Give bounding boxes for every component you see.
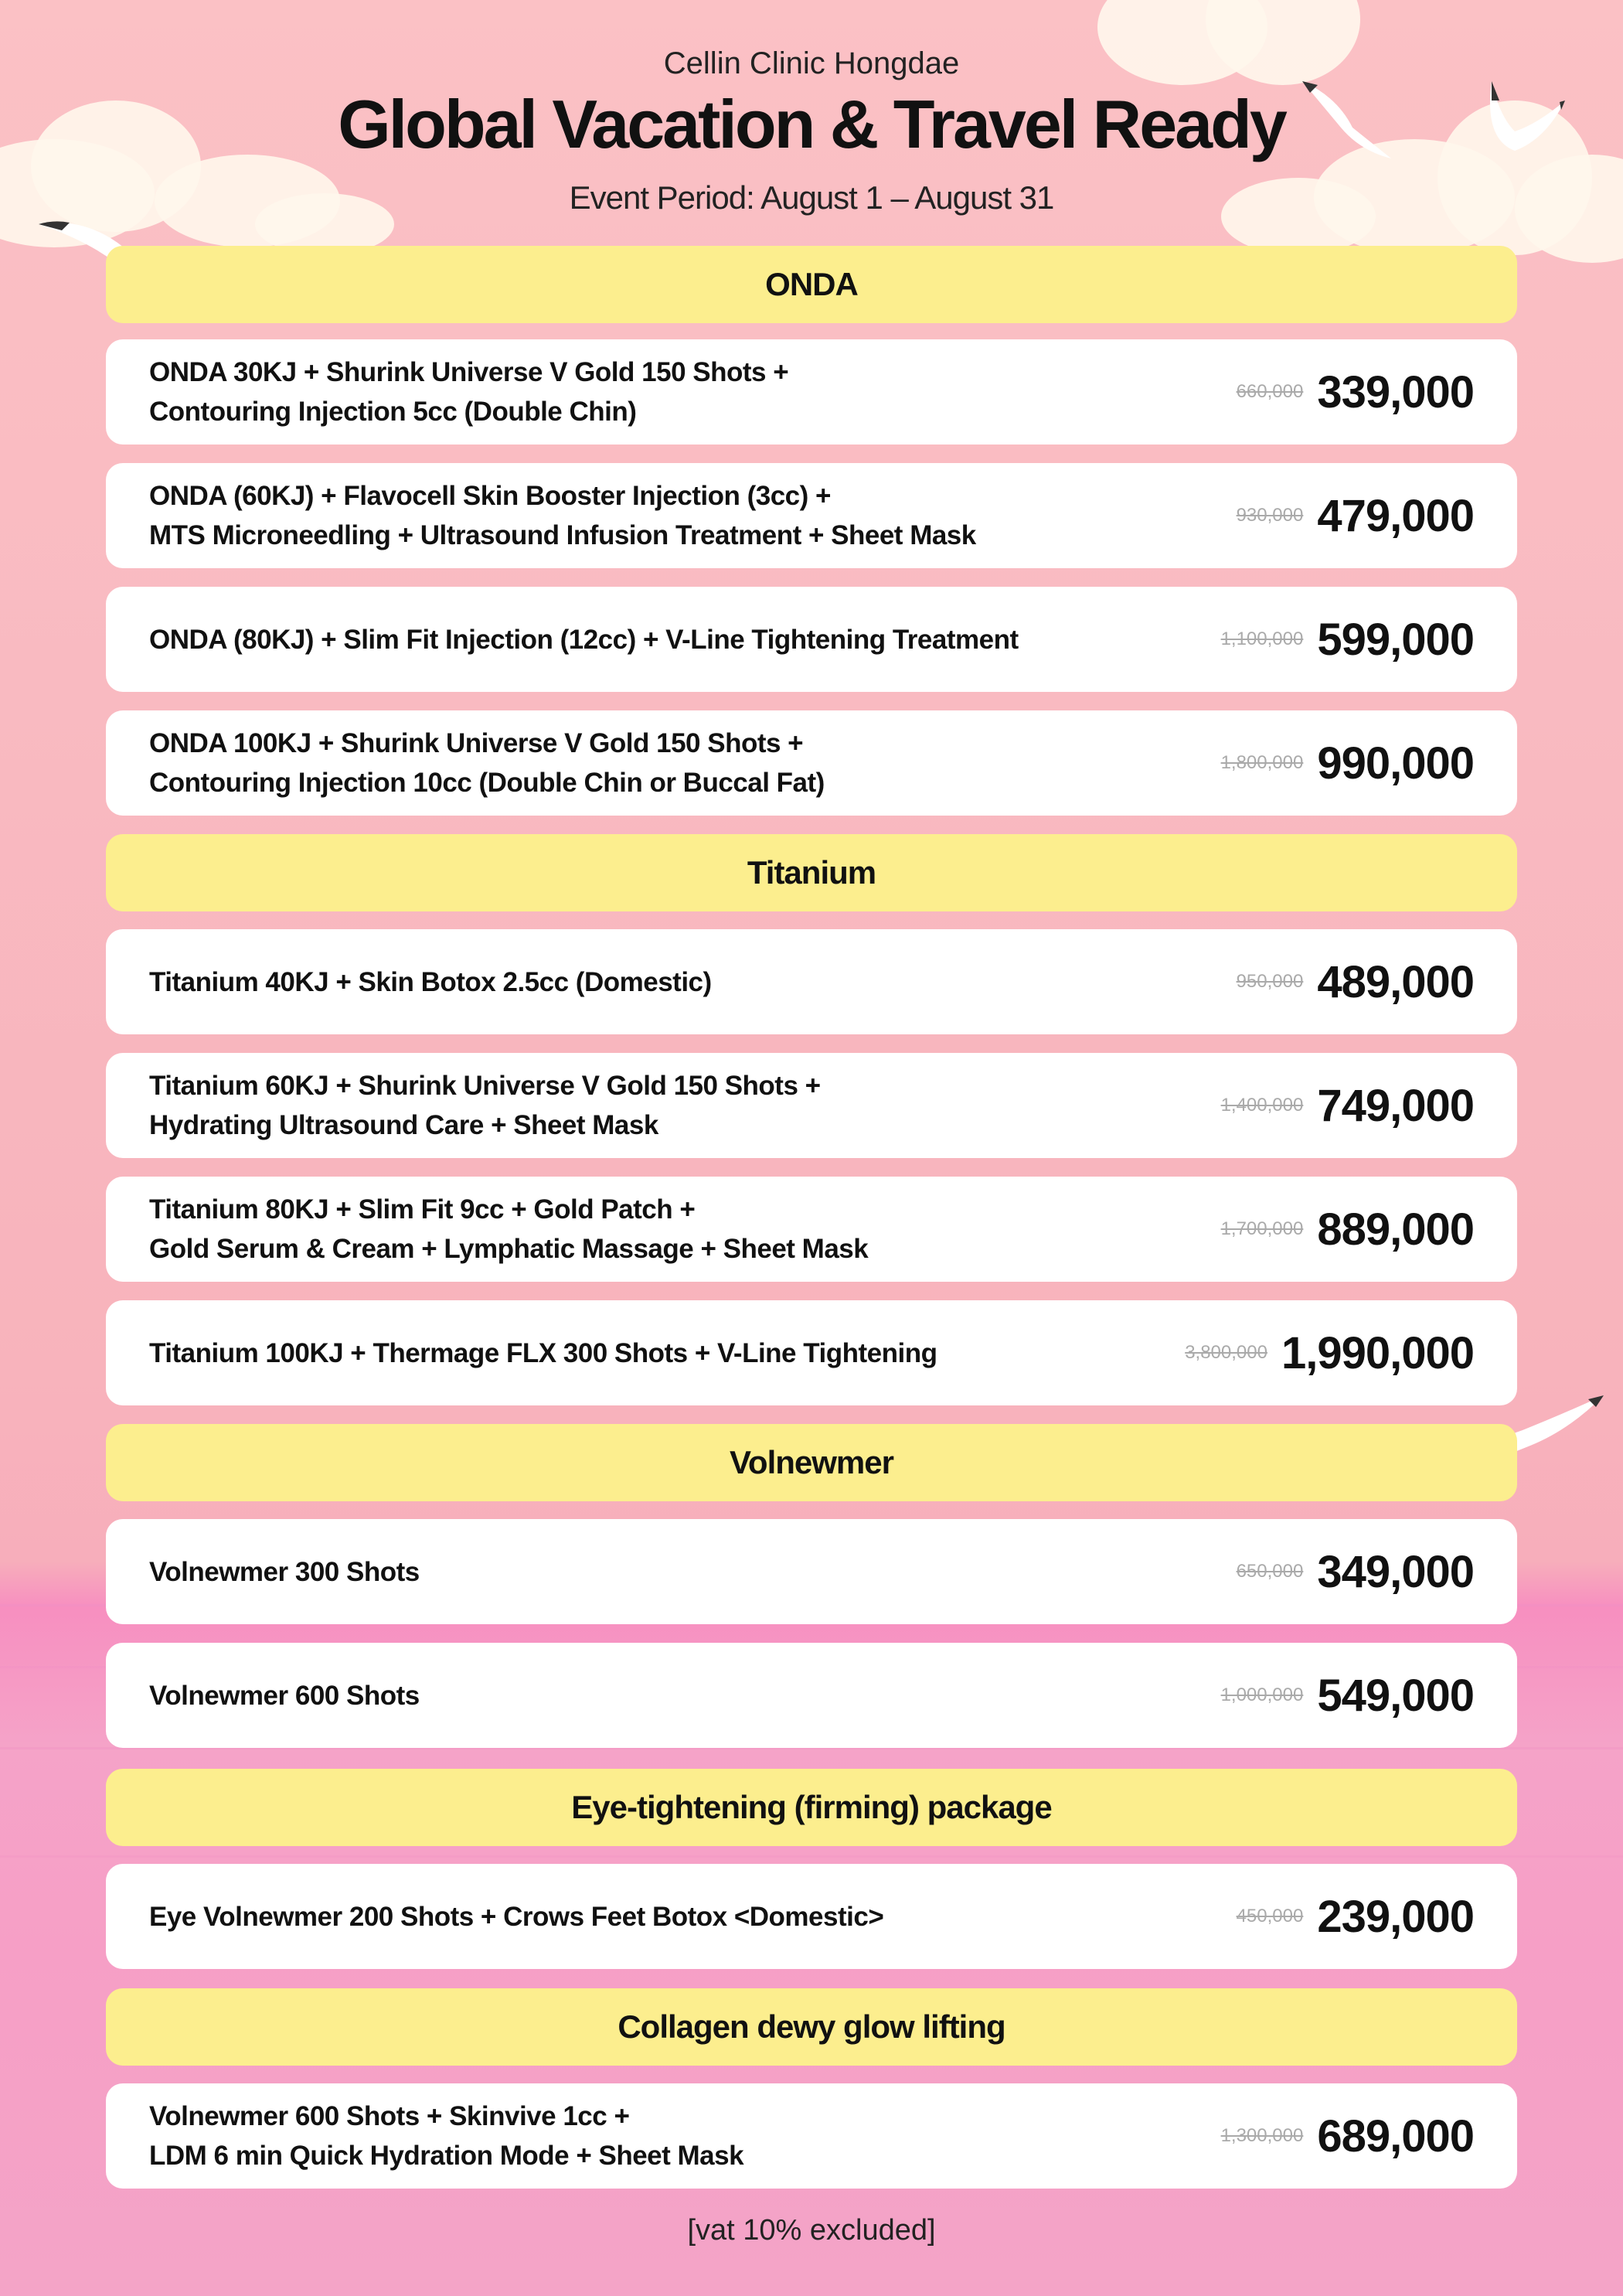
sale-price: 349,000 xyxy=(1317,1546,1474,1597)
section-header-titanium: Titanium xyxy=(106,834,1517,911)
original-price: 1,300,000 xyxy=(1220,2125,1304,2146)
treatment-description: Volnewmer 300 Shots xyxy=(149,1556,420,1587)
section-header-eye-tightening: Eye-tightening (firming) package xyxy=(106,1769,1517,1846)
treatment-description: ONDA (80KJ) + Slim Fit Injection (12cc) + V-Line Tightening Treatment xyxy=(149,624,1019,655)
original-price: 660,000 xyxy=(1236,381,1304,402)
original-price: 1,400,000 xyxy=(1220,1095,1304,1116)
treatment-description: Volnewmer 600 Shots + Skinvive 1cc + LDM 6 min Quick Hydration Mode + Sheet Mask xyxy=(149,2101,744,2171)
original-price: 1,100,000 xyxy=(1220,629,1304,649)
sale-price: 549,000 xyxy=(1317,1670,1474,1721)
treatment-description: Titanium 80KJ + Slim Fit 9cc + Gold Patch + Gold Serum & Cream + Lymphatic Massage + Sheet Mask xyxy=(149,1194,869,1264)
original-price: 1,000,000 xyxy=(1220,1685,1304,1705)
sale-price: 239,000 xyxy=(1317,1891,1474,1942)
original-price: 930,000 xyxy=(1236,505,1304,526)
price-card xyxy=(106,710,1517,816)
treatment-description: Titanium 40KJ + Skin Botox 2.5cc (Domestic) xyxy=(149,966,712,997)
original-price: 650,000 xyxy=(1236,1561,1304,1582)
original-price: 1,800,000 xyxy=(1220,752,1304,773)
price-card xyxy=(106,1864,1517,1969)
clinic-name: Cellin Clinic Hongdae xyxy=(663,46,960,80)
treatment-description: Eye Volnewmer 200 Shots + Crows Feet Botox <Domestic> xyxy=(149,1901,884,1932)
price-card xyxy=(106,2083,1517,2189)
sale-price: 599,000 xyxy=(1317,614,1474,665)
sale-price: 339,000 xyxy=(1317,366,1474,417)
price-card xyxy=(106,1519,1517,1624)
vat-note: [vat 10% excluded] xyxy=(687,2214,936,2247)
treatment-description: ONDA 30KJ + Shurink Universe V Gold 150 Shots + Contouring Injection 5cc (Double Chin) xyxy=(149,357,789,427)
price-card xyxy=(106,463,1517,568)
sale-price: 489,000 xyxy=(1317,956,1474,1007)
sale-price: 889,000 xyxy=(1317,1204,1474,1255)
section-header-onda: ONDA xyxy=(106,246,1517,323)
treatment-description: Titanium 100KJ + Thermage FLX 300 Shots + V-Line Tightening xyxy=(149,1337,937,1368)
price-card xyxy=(106,929,1517,1034)
sale-price: 749,000 xyxy=(1317,1080,1474,1131)
price-card xyxy=(106,1053,1517,1158)
section-header-collagen: Collagen dewy glow lifting xyxy=(106,1988,1517,2066)
sea-ripple xyxy=(0,1855,1623,1858)
page-title: Global Vacation & Travel Ready xyxy=(338,86,1285,162)
price-card xyxy=(106,339,1517,445)
treatment-description: Volnewmer 600 Shots xyxy=(149,1680,420,1711)
original-price: 3,800,000 xyxy=(1185,1342,1267,1363)
price-card xyxy=(106,587,1517,692)
treatment-description: Titanium 60KJ + Shurink Universe V Gold 150 Shots + Hydrating Ultrasound Care + Sheet Mask xyxy=(149,1071,821,1140)
sale-price: 689,000 xyxy=(1317,2110,1474,2161)
original-price: 950,000 xyxy=(1236,971,1304,992)
price-card xyxy=(106,1300,1517,1405)
sale-price: 479,000 xyxy=(1317,490,1474,541)
sale-price: 990,000 xyxy=(1317,738,1474,789)
price-card xyxy=(106,1643,1517,1748)
event-period: Event Period: August 1 – August 31 xyxy=(569,179,1054,216)
treatment-description: ONDA (60KJ) + Flavocell Skin Booster Injection (3cc) + MTS Microneedling + Ultrasound Infusion Treatment + Sheet Mask xyxy=(149,481,976,550)
treatment-description: ONDA 100KJ + Shurink Universe V Gold 150 Shots + Contouring Injection 10cc (Double Chin or Buccal Fat) xyxy=(149,728,825,798)
original-price: 1,700,000 xyxy=(1220,1218,1304,1239)
section-header-volnewmer: Volnewmer xyxy=(106,1424,1517,1501)
sale-price: 1,990,000 xyxy=(1281,1327,1474,1378)
original-price: 450,000 xyxy=(1236,1906,1304,1926)
price-card xyxy=(106,1177,1517,1282)
